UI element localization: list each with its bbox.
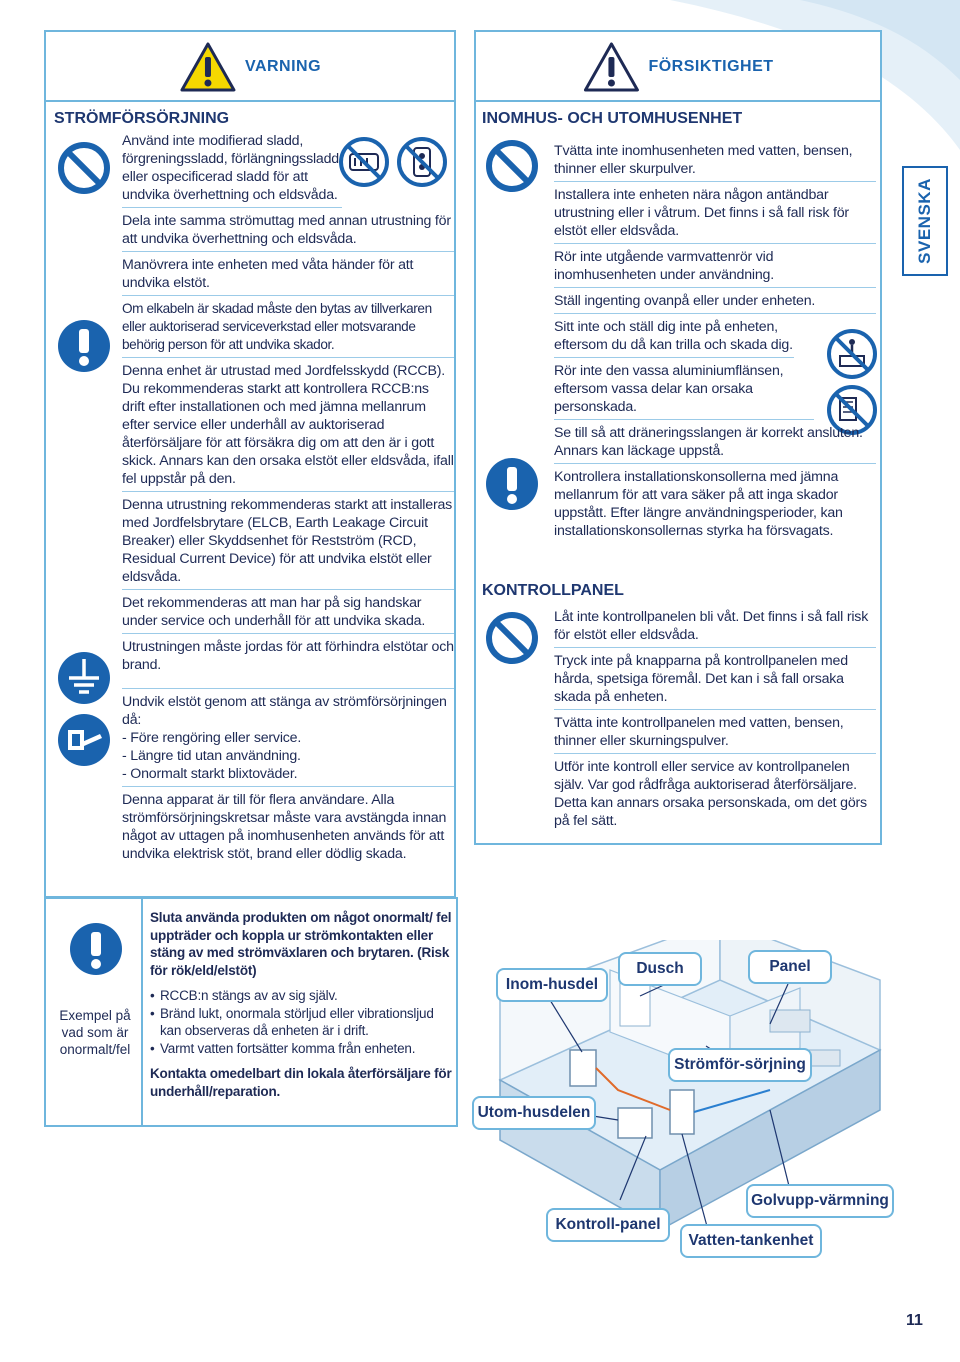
list-item: Dela inte samma strömuttag med annan utrustning för att undvika överhettning och eldsvåda. <box>122 212 454 252</box>
mandatory-exclamation-icon <box>68 921 124 977</box>
label-panel: Panel <box>748 950 832 984</box>
list-item: Tryck inte på knapparna på kontrollpanelen med hårda, spetsiga föremål. Det kan i så fall orsaka skada på enheten. <box>554 652 876 710</box>
list-item: Ställ ingenting ovanpå eller under enheten. <box>554 292 876 314</box>
caution-panel <box>474 30 882 845</box>
warning-panel-header <box>46 32 454 102</box>
label-indoor-unit: Inom-husdel <box>496 968 608 1002</box>
abnormal-conditions-box <box>44 897 458 1127</box>
list-item: Rör inte utgående varmvattenrör vid inomhusenheten under användning. <box>554 248 876 288</box>
list-item: • Varmt vatten fortsätter komma från enheten. <box>150 1040 452 1058</box>
page-number: 11 <box>906 1312 923 1329</box>
list-item: • RCCB:n stängs av av sig själv. <box>150 987 452 1005</box>
list-item: Rör inte den vassa aluminiumflänsen, eftersom vassa delar kan orsaka personskada. <box>554 362 814 420</box>
label-shower: Dusch <box>618 952 702 986</box>
label-water-tank: Vatten-tankenhet <box>680 1224 822 1258</box>
list-item: Tvätta inte inomhusenheten med vatten, bensen, thinner eller skurpulver. <box>554 142 876 182</box>
abnormal-content <box>150 909 452 1100</box>
warning-triangle-icon <box>179 41 237 93</box>
list-item: Låt inte kontrollpanelen bli våt. Det finns i så fall risk för elstöt eller eldsvåda. <box>554 608 876 648</box>
power-section-title: STRÖMFÖRSÖRJNING <box>54 110 230 127</box>
abnormal-intro: Sluta använda produkten om något onormalt/ fel uppträder och koppla ur strömkontakten eller stäng av med strömväxlaren och brytaren. (Risk för rök/eld/elstöt) <box>150 910 452 978</box>
abnormal-contact: Kontakta omedelbart din lokala återförsäljare för underhåll/reparation. <box>150 1066 452 1099</box>
prohibition-icon <box>484 610 540 666</box>
abnormal-examples <box>150 987 452 1057</box>
label-outdoor-unit: Utom-husdelen <box>472 1096 596 1130</box>
control-panel-list <box>554 608 876 837</box>
list-item: Använd inte modifierad sladd, förgreningssladd, förlängningssladd eller ospecificerad sladd för att undvika överhettning och eldsvåda. <box>122 132 342 208</box>
list-item: Installera inte enheten nära någon antändbar utrustning eller i våtrum. Det finns i så fall risk för elstöt eller eldsvåda. <box>554 186 876 244</box>
power-section-list <box>122 132 454 870</box>
abnormal-box-divider <box>141 899 143 1125</box>
abnormal-caption: Exempel på vad som är onormalt/fel <box>59 1008 131 1057</box>
list-item: Utför inte kontroll eller service av kontrollpanelen själv. Var god rådfråga auktoriserad återförsäljare. Detta kan annars orsaka personskada, om det görs på fel sätt. <box>554 759 867 829</box>
control-panel-section-title: KONTROLLPANEL <box>482 582 624 599</box>
caution-panel-title: FÖRSIKTIGHET <box>648 58 774 75</box>
caution-panel-header <box>476 32 880 102</box>
label-power-supply: Strömför-sörjning <box>668 1048 812 1082</box>
list-item: Undvik elstöt genom att stänga av strömförsörjningen då: - Före rengöring eller service. - Längre tid utan användning. - Onormalt starkt blixtoväder. <box>122 693 454 787</box>
list-item: Denna enhet är utrustad med Jordfelsskydd (RCCB). Du rekommenderas starkt att kontrollera RCCB:ns drift efter installationen och med jämna mellanrum efter service eller underhåll av auktoriserad återförsäljare för att försäkra dig om att den är i gott skick. Annars kan den orsaka elstöt eller eldsvåda, ifall fel uppstår på den. <box>122 362 454 492</box>
caution-triangle-icon <box>582 41 640 93</box>
language-tab <box>902 166 948 276</box>
list-item: Tvätta inte kontrollpanelen med vatten, bensen, thinner eller skurningspulver. <box>554 714 876 754</box>
indoor-outdoor-section-title: INOMHUS- OCH UTOMHUSENHET <box>482 110 743 127</box>
list-item: • Bränd lukt, onormala störljud eller vibrationsljud kan observeras då enheten är i drift. <box>150 1005 452 1040</box>
label-control-panel: Kontroll-panel <box>546 1208 670 1242</box>
prohibition-icon <box>56 140 112 196</box>
label-floor-heating: Golvupp-värmning <box>746 1184 894 1218</box>
list-item: Sitt inte och ställ dig inte på enheten, eftersom du då kan trilla och skada dig. <box>554 318 794 358</box>
earth-ground-icon <box>56 650 112 706</box>
mandatory-exclamation-icon <box>484 456 540 512</box>
list-item: Om elkabeln är skadad måste den bytas av tillverkaren eller auktoriserad serviceverkstad eller motsvarande behörig person för att undvika skador. <box>122 300 454 358</box>
list-item: Utrustningen måste jordas för att förhindra elstötar och brand. <box>122 638 454 689</box>
indoor-outdoor-list <box>554 142 876 547</box>
mandatory-exclamation-icon <box>56 318 112 374</box>
list-item: Denna utrustning rekommenderas starkt att installeras med Jordfelsbrytare (ELCB, Earth Leakage Circuit Breaker) eller Skyddsenhet för Restström (RCD, Residual Current Device) för att undvika elstöt eller eldsvåda. <box>122 496 454 590</box>
list-item: Denna apparat är till för flera användare. Alla strömförsörjningskretsar måste vara avstängda innan något av uttagen på inomhusenheten används för att undvika elektrisk stöt, brand eller dödlig skada. <box>122 792 447 862</box>
warning-panel-title: VARNING <box>244 58 322 75</box>
list-item: Det rekommenderas att man har på sig handskar under service och underhåll för att undvika skada. <box>122 594 454 634</box>
prohibition-icon <box>484 138 540 194</box>
switch-off-power-icon <box>56 712 112 768</box>
list-item: Manövrera inte enheten med våta händer för att undvika elstöt. <box>122 256 454 296</box>
list-item: Kontrollera installationskonsollerna med jämna mellanrum för att vara säker på att inga skador uppstått. Efter längre användningsperioder, kan installationskonsollernas styrka ha försvagats. <box>554 469 843 539</box>
list-item: Se till så att dräneringsslangen är korrekt ansluten. Annars kan läckage uppstå. <box>554 424 876 464</box>
warning-panel <box>44 30 456 898</box>
language-tab-label: SVENSKA <box>915 178 934 264</box>
